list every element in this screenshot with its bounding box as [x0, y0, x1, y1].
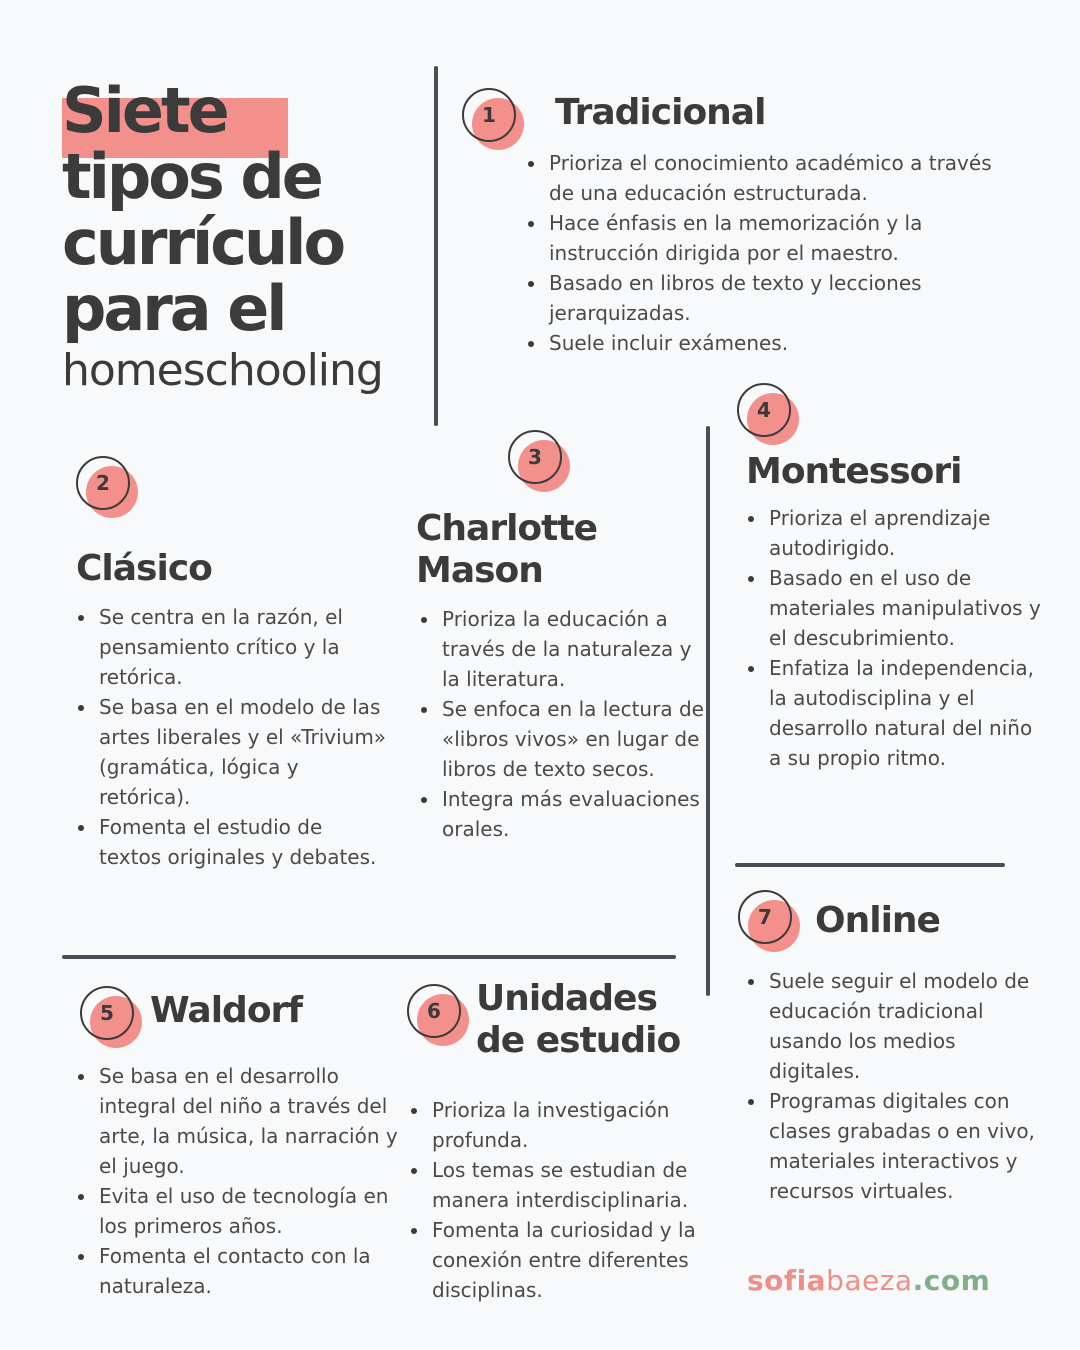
- list-item: Prioriza la educación a través de la naturaleza y la literatura.: [442, 604, 707, 694]
- list-online: [747, 966, 1039, 1206]
- list-item: Fomenta la curiosidad y la conexión entre diferentes disciplinas.: [432, 1215, 737, 1305]
- list-montessori: [747, 503, 1044, 773]
- list-item: Programas digitales con clases grabadas o en vivo, materiales interactivos y recursos virtuales.: [769, 1086, 1039, 1206]
- list-item: Prioriza el aprendizaje autodirigido.: [769, 503, 1044, 563]
- list-item: Los temas se estudian de manera interdisciplinaria.: [432, 1155, 737, 1215]
- section-title-line: Charlotte: [416, 508, 598, 549]
- title-line: currículo: [62, 206, 344, 279]
- title-line: para el: [62, 272, 285, 345]
- number-badge-6: 6: [407, 984, 469, 1046]
- divider-vertical-top: [434, 66, 438, 426]
- section-title-waldorf: Waldorf: [150, 990, 302, 1031]
- section-title-line: Unidades: [476, 978, 657, 1019]
- main-title: [62, 74, 422, 396]
- list-item: Hace énfasis en la memorización y la instrucción dirigida por el maestro.: [549, 208, 1019, 268]
- number-badge-4: 4: [737, 383, 799, 445]
- divider-horizontal-left: [62, 955, 676, 959]
- number-badge-1: 1: [462, 88, 524, 150]
- list-item: Se centra en la razón, el pensamiento crítico y la retórica.: [99, 602, 389, 692]
- number-badge-2: 2: [76, 456, 138, 518]
- brand-part: .com: [912, 1264, 991, 1297]
- list-clasico: [77, 602, 389, 872]
- brand-logo: [747, 1264, 990, 1297]
- title-line: tipos de: [62, 140, 321, 213]
- list-item: Enfatiza la independencia, la autodisciplina y el desarrollo natural del niño a su propio ritmo.: [769, 653, 1044, 773]
- section-title-charlotte-mason: [416, 508, 597, 592]
- list-item: Suele incluir exámenes.: [549, 328, 1019, 358]
- list-item: Basado en libros de texto y lecciones jerarquizadas.: [549, 268, 1019, 328]
- list-item: Prioriza la investigación profunda.: [432, 1095, 737, 1155]
- list-item: Suele seguir el modelo de educación tradicional usando los medios digitales.: [769, 966, 1039, 1086]
- list-item: Evita el uso de tecnología en los primeros años.: [99, 1181, 404, 1241]
- number-badge-3: 3: [508, 430, 570, 492]
- title-subline: homeschooling: [62, 345, 383, 396]
- section-title-line: de estudio: [476, 1020, 681, 1061]
- section-title-unidades-de-estudio: [476, 978, 680, 1062]
- list-item: Se basa en el modelo de las artes liberales y el «Trivium» (gramática, lógica y retórica).: [99, 692, 389, 812]
- divider-horizontal-right: [735, 863, 1005, 867]
- list-unidades-de-estudio: [410, 1095, 737, 1305]
- section-title-tradicional: Tradicional: [555, 92, 766, 133]
- brand-part: baeza: [826, 1264, 913, 1297]
- section-title-clasico: Clásico: [76, 548, 212, 589]
- number-badge-7: 7: [738, 890, 800, 952]
- section-title-online: Online: [815, 900, 940, 941]
- list-charlotte-mason: [420, 604, 707, 844]
- brand-part: sofia: [747, 1264, 827, 1297]
- list-item: Se enfoca en la lectura de «libros vivos» en lugar de libros de texto secos.: [442, 694, 707, 784]
- list-tradicional: [527, 148, 1019, 358]
- list-item: Se basa en el desarrollo integral del niño a través del arte, la música, la narración y el juego.: [99, 1061, 404, 1181]
- title-highlight-word: Siete: [62, 74, 227, 147]
- section-title-montessori: Montessori: [746, 451, 962, 492]
- list-item: Prioriza el conocimiento académico a través de una educación estructurada.: [549, 148, 1019, 208]
- list-waldorf: [77, 1061, 404, 1301]
- list-item: Fomenta el contacto con la naturaleza.: [99, 1241, 404, 1301]
- list-item: Integra más evaluaciones orales.: [442, 784, 707, 844]
- list-item: Fomenta el estudio de textos originales y debates.: [99, 812, 389, 872]
- list-item: Basado en el uso de materiales manipulativos y el descubrimiento.: [769, 563, 1044, 653]
- number-badge-5: 5: [80, 986, 142, 1048]
- section-title-line: Mason: [416, 550, 543, 591]
